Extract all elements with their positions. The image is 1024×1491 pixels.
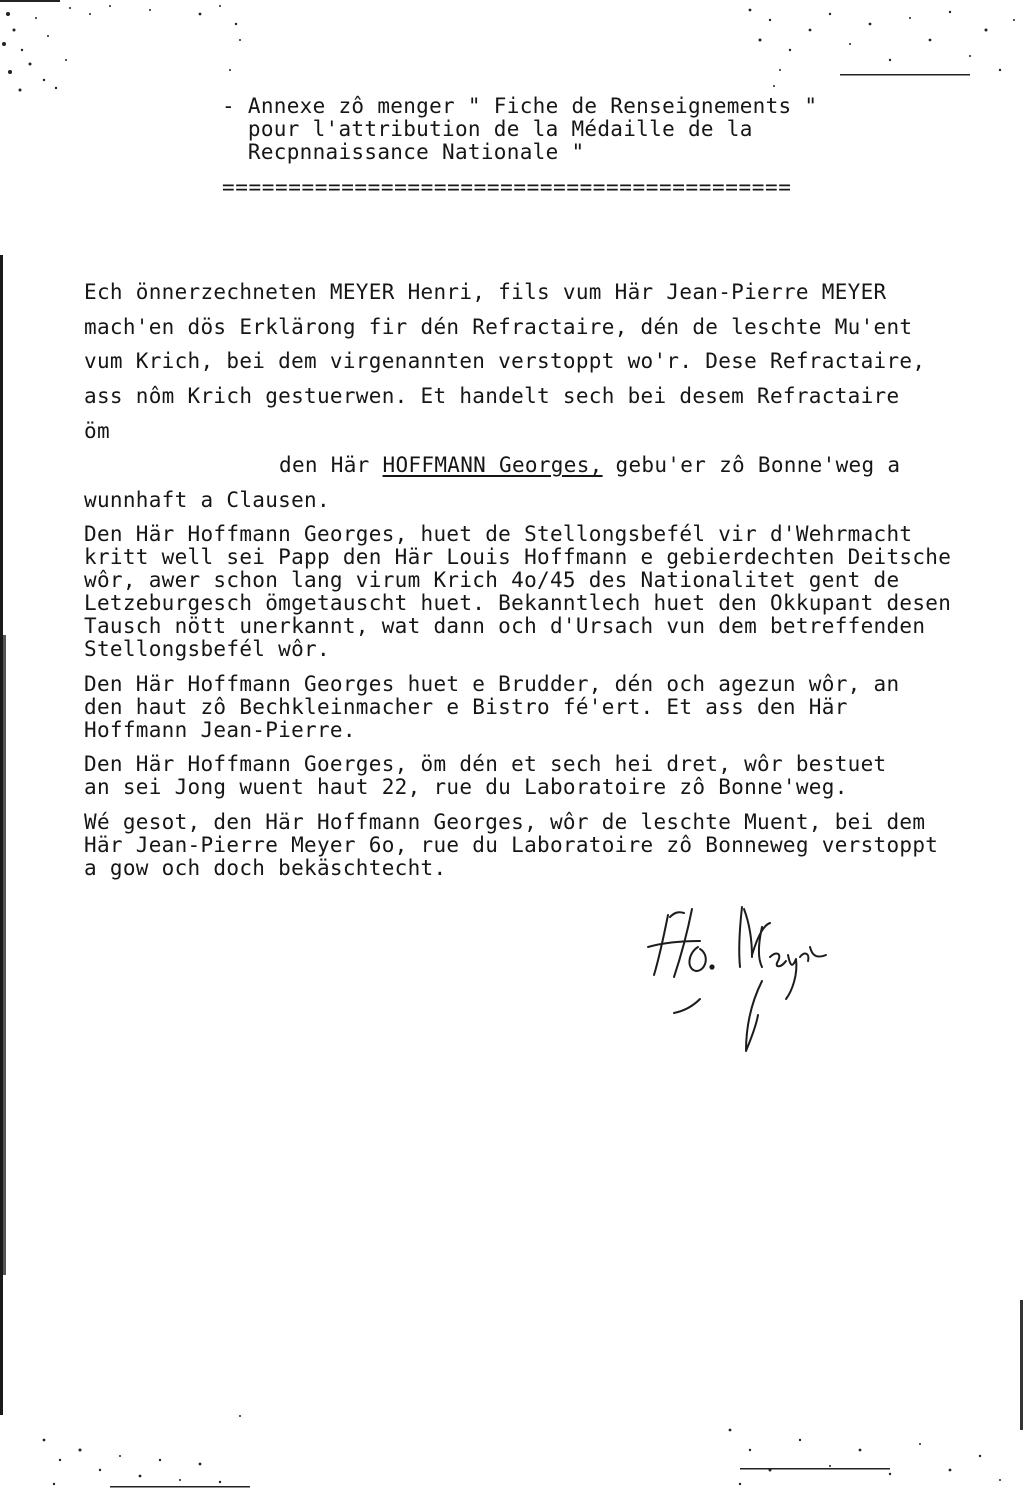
paragraph1-line-2: mach'en dös Erklärong fir dén Refractaire, dén de leschte Mu'ent <box>84 315 913 339</box>
header-rule: =========================================== <box>222 175 792 199</box>
person-name: HOFFMANN Georges, <box>382 453 603 477</box>
scan-noise-bottom-left <box>30 1400 270 1491</box>
person-line <box>279 453 900 477</box>
paragraph2-line-4: Letzeburgesch ömgetauscht huet. Bekanntlech huet den Okkupant desen <box>84 591 952 615</box>
paragraph1-line-4: ass nôm Krich gestuerwen. Et handelt sech bei desem Refractaire <box>84 384 900 408</box>
person-suffix: gebu'er zô Bonne'weg a <box>602 453 901 477</box>
paragraph2-line-5: Tausch nött unerkannt, wat dann och d'Ursach vun dem betreffenden <box>84 614 926 638</box>
paragraph1-line-1: Ech önnerzechneten MEYER Henri, fils vum Här Jean-Pierre MEYER <box>84 280 887 304</box>
paragraph3-line-1: Den Här Hoffmann Georges huet e Brudder, dén och agezun wôr, an <box>84 672 900 696</box>
paragraph1-line-5: öm <box>84 419 110 443</box>
paragraph4-line-2: an sei Jong wuent haut 22, rue du Laboratoire zô Bonne'weg. <box>84 775 848 799</box>
paragraph3-line-3: Hoffmann Jean-Pierre. <box>84 718 356 742</box>
scan-noise-top-left <box>0 0 260 110</box>
paragraph1-line-3: vum Krich, bei dem virgenannten verstoppt wo'r. Dese Refractaire, <box>84 349 926 373</box>
paragraph2-line-2: kritt well sei Papp den Här Louis Hoffmann e gebierdechten Deitsche <box>84 545 952 569</box>
paragraph2-line-6: Stellongsbefél wôr. <box>84 637 330 661</box>
scan-edge-right <box>1016 1300 1024 1430</box>
scan-edge-left <box>0 255 8 1415</box>
paragraph4-line-1: Den Här Hoffmann Goerges, öm dén et sech hei dret, wôr bestuet <box>84 752 887 776</box>
paragraph5-line-3: a gow och doch bekäschtecht. <box>84 856 447 880</box>
paragraph5-line-1: Wé gesot, den Här Hoffmann Georges, wôr de leschte Muent, bei dem <box>84 810 926 834</box>
header-line-2: pour l'attribution de la Médaille de la <box>222 117 753 141</box>
paragraph5-line-2: Här Jean-Pierre Meyer 6o, rue du Laboratoire zô Bonneweg verstoppt <box>84 833 939 857</box>
scan-noise-bottom-right <box>710 1400 1024 1491</box>
paragraph3-line-2: den haut zô Bechkleinmacher e Bistro fé'ert. Et ass den Här <box>84 695 848 719</box>
handwritten-signature-icon <box>640 895 840 1065</box>
header-line-1: - Annexe zô menger " Fiche de Renseignements " <box>222 94 818 118</box>
header-line-3: Recpnnaissance Nationale " <box>222 140 585 164</box>
paragraph2-line-3: wôr, awer schon lang virum Krich 4o/45 des Nationalitet gent de <box>84 568 900 592</box>
residence-line: wunnhaft a Clausen. <box>84 488 330 512</box>
person-prefix: den Här <box>279 453 383 477</box>
paragraph2-line-1: Den Här Hoffmann Georges, huet de Stellongsbefél vir d'Wehrmacht <box>84 522 913 546</box>
